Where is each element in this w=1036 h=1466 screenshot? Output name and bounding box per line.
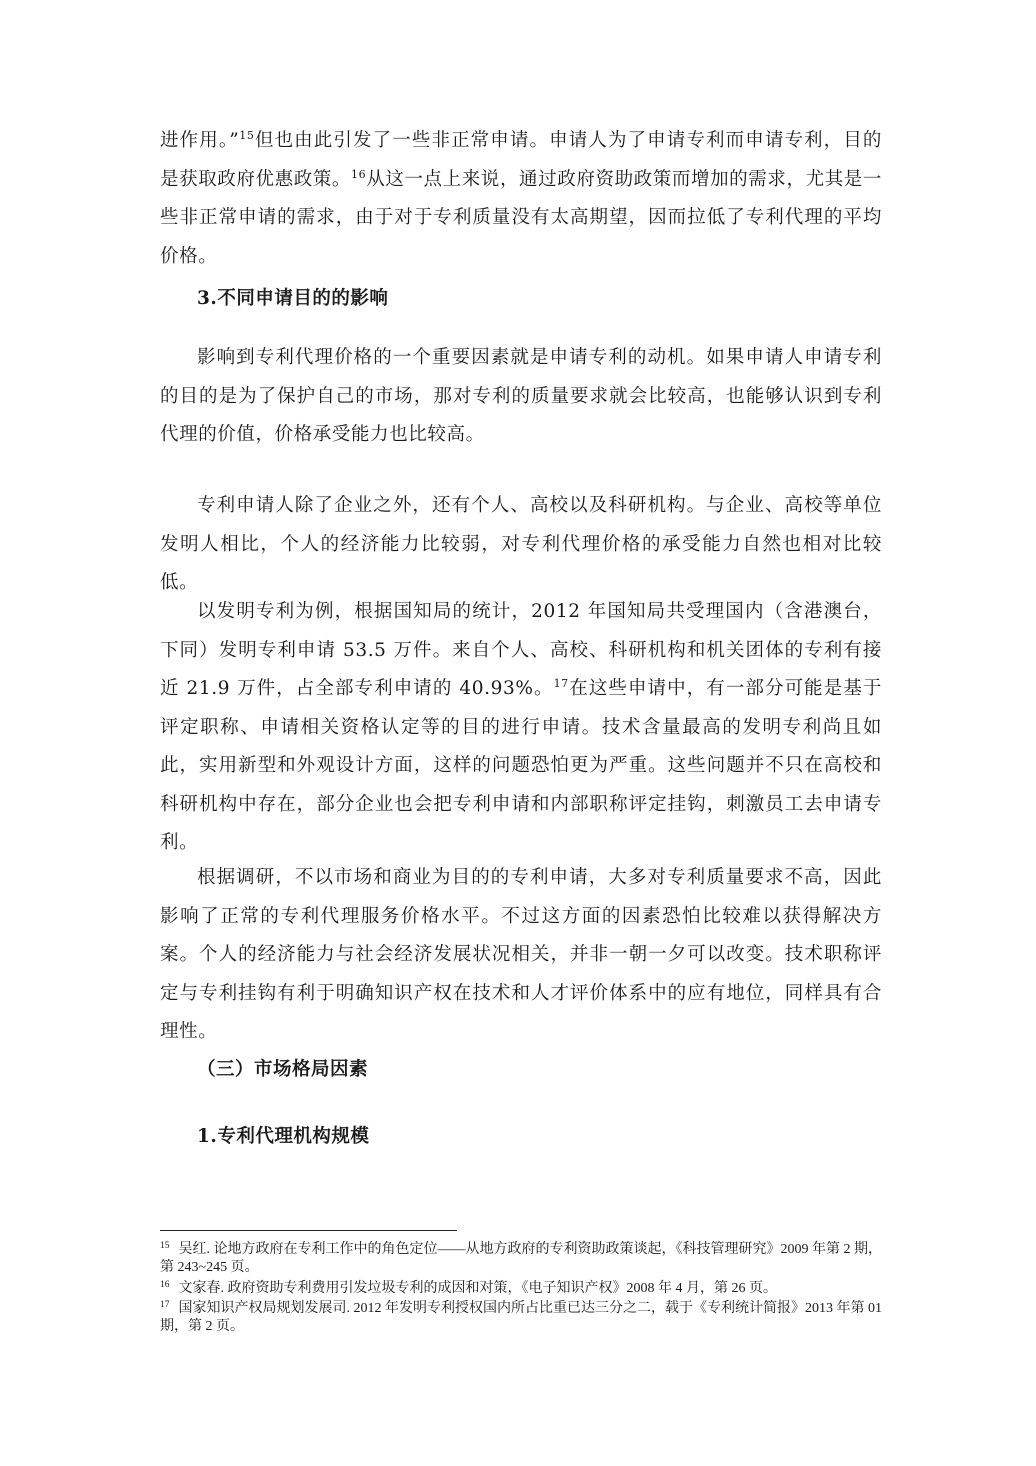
section-heading-market: （三）市场格局因素 bbox=[197, 1059, 369, 1080]
footnote-16 bbox=[160, 1280, 882, 1298]
paragraph-4 bbox=[160, 593, 882, 863]
footnote-number: 17 bbox=[160, 1300, 170, 1310]
paragraph-1 bbox=[160, 122, 882, 276]
footnote-text: 国家知识产权局规划发展司. 2012 年发明专利授权国内所占比重已达三分之二，载于《专利统计简报》2013 年第 01 期，第 2 页。 bbox=[160, 1301, 882, 1334]
paragraph-4-part-b: 在这些申请中，有一部分可能是基于评定职称、申请相关资格认定等的目的进行申请。技术含量最高的发明专利尚且如此，实用新型和外观设计方面，这样的问题恐怕更为严重。这些问题并不只在高校和科研机构中存在，部分企业也会把专利申请和内部职称评定挂钩，刺激员工去申请专利。 bbox=[160, 678, 882, 853]
footnote-text: 文家春. 政府资助专利费用引发垃圾专利的成因和对策，《电子知识产权》2008 年 4 月，第 26 页。 bbox=[178, 1281, 777, 1296]
footnote-divider bbox=[160, 1230, 457, 1231]
paragraph-1-part-b: 但也由此引发了一些非正常申请。申请人为了申请专利而申请专利，目的是获取政府优惠政策。 bbox=[160, 130, 882, 190]
paragraph-2: 影响到专利代理价格的一个重要因素就是申请专利的动机。如果申请人申请专利的目的是为了保护自己的市场，那对专利的质量要求就会比较高，也能够认识到专利代理的价值，价格承受能力也比较高。 bbox=[160, 347, 882, 445]
heading-1-agency-scale: 1.专利代理机构规模 bbox=[197, 1126, 370, 1147]
footnote-17 bbox=[160, 1300, 882, 1336]
paragraph-4-part-a: 以发明专利为例，根据国知局的统计，2012 年国知局共受理国内（含港澳台，下同）发明专利申请 53.5 万件。来自个人、高校、科研机构和机关团体的专利有接近 21.9 万件，占全部专利申请的 40.93%。 bbox=[160, 601, 882, 699]
footnote-text: 吴红. 论地方政府在专利工作中的角色定位——从地方政府的专利资助政策谈起，《科技管理研究》2009 年第 2 期，第 243~245 页。 bbox=[160, 1242, 882, 1275]
paragraph-3: 专利申请人除了企业之外，还有个人、高校以及科研机构。与企业、高校等单位发明人相比，个人的经济能力比较弱，对专利代理价格的承受能力自然也相对比较低。 bbox=[160, 495, 882, 593]
footnote-number: 15 bbox=[160, 1241, 170, 1251]
heading-3-purpose: 3.不同申请目的的影响 bbox=[197, 288, 389, 309]
paragraph-1-part-c: 从这一点上来说，通过政府资助政策而增加的需求，尤其是一些非正常申请的需求，由于对于专利质量没有太高期望，因而拉低了专利代理的平均价格。 bbox=[160, 168, 882, 267]
paragraph-1-part-a: 进作用。” bbox=[160, 130, 240, 151]
footnote-ref-17[interactable]: 17 bbox=[553, 677, 569, 690]
paragraph-5: 根据调研，不以市场和商业为目的的专利申请，大多对专利质量要求不高，因此影响了正常的专利代理服务价格水平。不过这方面的因素恐怕比较难以获得解决方案。个人的经济能力与社会经济发展状况相关，并非一朝一夕可以改变。技术职称评定与专利挂钩有利于明确知识产权在技术和人才评价体系中的应有地位，同样具有合理性。 bbox=[160, 867, 882, 1042]
footnote-ref-15[interactable]: 15 bbox=[239, 129, 255, 142]
footnote-number: 16 bbox=[160, 1280, 170, 1290]
footnote-ref-16[interactable]: 16 bbox=[351, 167, 367, 181]
footnote-15 bbox=[160, 1241, 882, 1277]
